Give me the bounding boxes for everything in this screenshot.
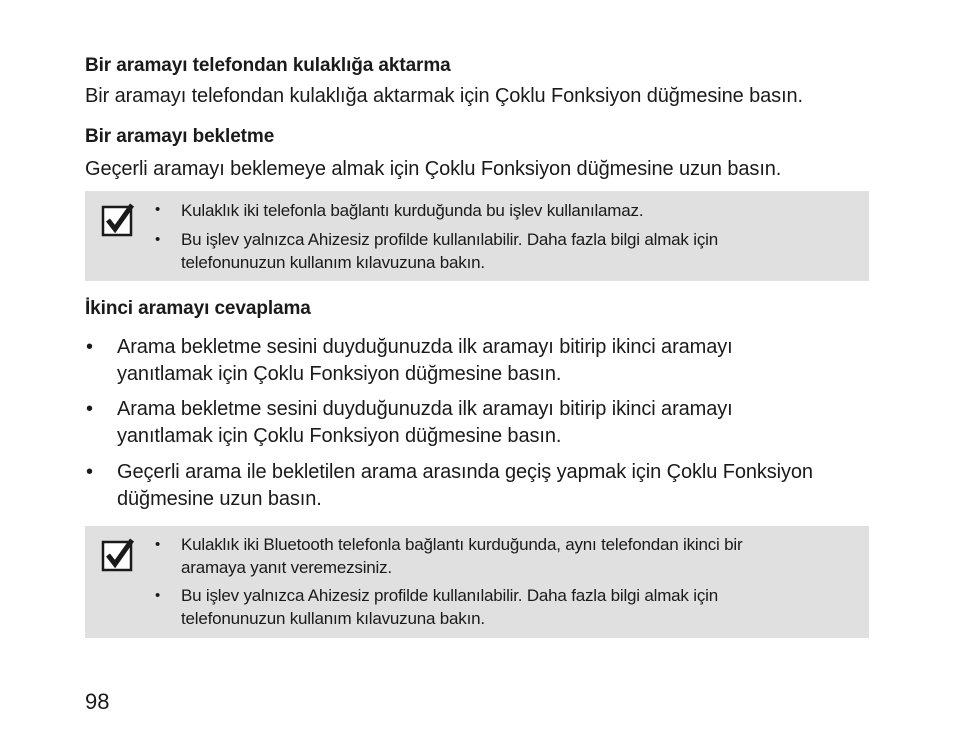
section-text-hold: Geçerli aramayı beklemeye almak için Çoklu Fonksiyon düğmesine uzun basın. — [85, 158, 782, 180]
list-item: Geçerli arama ile bekletilen arama arasında geçiş yapmak için Çoklu Fonksiyon düğmesine uzun basın. — [117, 461, 813, 510]
bullet: • — [155, 587, 161, 604]
section-text-transfer: Bir aramayı telefondan kulaklığa aktarmak için Çoklu Fonksiyon düğmesine basın. — [85, 85, 804, 107]
section-heading-hold: Bir aramayı bekletme — [85, 126, 275, 147]
bullet: • — [155, 201, 161, 218]
page-number: 98 — [85, 689, 110, 714]
note-item: Bu işlev yalnızca Ahizesiz profilde kullanılabilir. Daha fazla bilgi almak için telefonunuzun kullanım kılavuzuna bakın. — [181, 230, 718, 272]
section-heading-second-call: İkinci aramayı cevaplama — [85, 298, 311, 319]
checkbox-check-icon — [101, 538, 135, 572]
bullet: • — [86, 336, 94, 358]
note-box — [85, 191, 869, 281]
bullet: • — [86, 398, 94, 420]
bullet: • — [155, 536, 161, 553]
note-item: Kulaklık iki telefonla bağlantı kurduğunda bu işlev kullanılamaz. — [181, 201, 644, 220]
bullet: • — [155, 231, 161, 248]
section-heading-transfer: Bir aramayı telefondan kulaklığa aktarma — [85, 55, 451, 76]
checkbox-check-icon — [101, 203, 135, 237]
note-box — [85, 526, 869, 638]
note-item: Bu işlev yalnızca Ahizesiz profilde kullanılabilir. Daha fazla bilgi almak için telefonunuzun kullanım kılavuzuna bakın. — [181, 586, 718, 628]
list-item: Arama bekletme sesini duyduğunuzda ilk aramayı bitirip ikinci aramayı yanıtlamak için Çoklu Fonksiyon düğmesine basın. — [117, 398, 733, 447]
bullet: • — [86, 461, 94, 483]
note-item: Kulaklık iki Bluetooth telefonla bağlantı kurduğunda, aynı telefondan ikinci bir aramaya yanıt veremezsiniz. — [181, 535, 743, 577]
list-item: Arama bekletme sesini duyduğunuzda ilk aramayı bitirip ikinci aramayı yanıtlamak için Çoklu Fonksiyon düğmesine basın. — [117, 336, 733, 385]
